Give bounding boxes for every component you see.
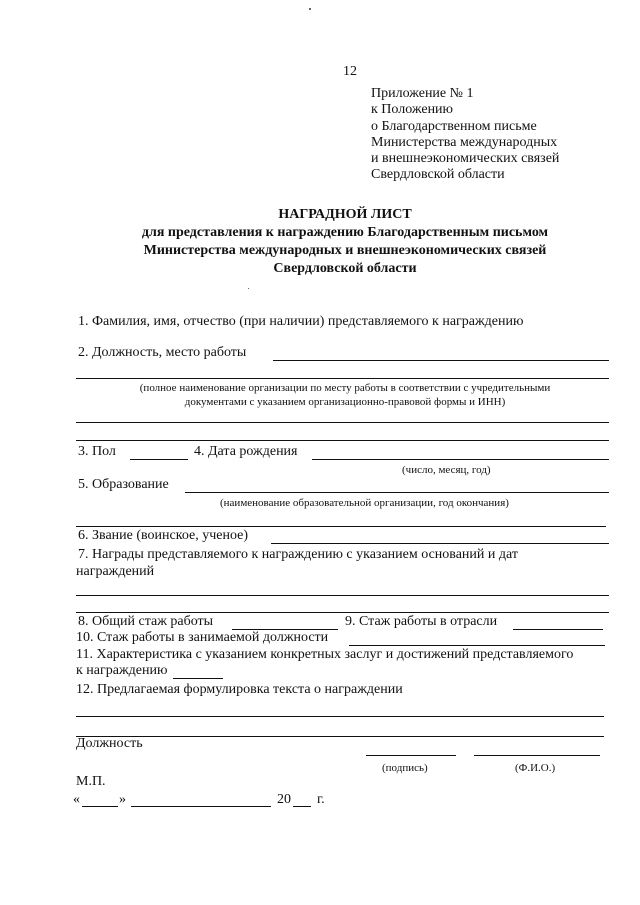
field-12-label: 12. Предлагаемая формулировка текста о награждении	[76, 682, 403, 697]
field-1-label: 1. Фамилия, имя, отчество (при наличии) представляемого к награждению	[78, 314, 524, 329]
field-2-hint-2: документами с указанием организационно-правовой формы и ИНН)	[184, 396, 506, 408]
gender-input-line[interactable]	[130, 459, 188, 460]
education-input-line-2[interactable]	[76, 526, 606, 527]
scan-dot	[309, 8, 311, 10]
education-input-line[interactable]	[185, 492, 609, 493]
field-8-label: 8. Общий стаж работы	[78, 614, 214, 629]
field-2-label: 2. Должность, место работы	[78, 345, 247, 360]
awards-input-line[interactable]	[76, 595, 609, 596]
position-experience-input-line[interactable]	[349, 645, 605, 646]
date-year-suffix: г.	[317, 792, 325, 807]
scan-dot	[248, 288, 249, 289]
date-month-input-line[interactable]	[131, 806, 271, 807]
form-title: НАГРАДНОЙ ЛИСТ	[278, 207, 412, 222]
workplace-input-line[interactable]	[76, 378, 609, 379]
characteristic-input-line[interactable]	[173, 678, 223, 679]
field-4-label: 4. Дата рождения	[194, 444, 298, 459]
wording-input-line-2[interactable]	[76, 736, 604, 737]
form-subtitle-2: Министерства международных и внешнеэкономических связей	[143, 243, 547, 258]
field-2-hint-1: (полное наименование организации по месту работы в соответствии с учредительными	[139, 382, 551, 394]
field-5-hint: (наименование образовательной организации, год окончания)	[220, 497, 509, 509]
appendix-line: Министерства международных	[371, 134, 558, 150]
title-rank-input-line[interactable]	[271, 543, 609, 544]
field-7-label-cont: награждений	[76, 564, 155, 579]
date-close-quote: »	[119, 792, 126, 807]
appendix-line: и внешнеэкономических связей	[371, 151, 560, 167]
industry-experience-input-line[interactable]	[513, 629, 603, 630]
appendix-line: о Благодарственном письме	[371, 118, 537, 134]
workplace-input-line-3[interactable]	[76, 440, 609, 441]
appendix-line: Приложение № 1	[371, 86, 474, 101]
field-10-label: 10. Стаж работы в занимаемой должности	[76, 630, 329, 645]
date-year-prefix: 20	[277, 792, 291, 807]
signer-position-label: Должность	[76, 736, 143, 751]
appendix-block	[371, 86, 559, 184]
field-5-label: 5. Образование	[78, 477, 169, 492]
awards-input-line-2[interactable]	[76, 612, 609, 613]
signature-input-line[interactable]	[366, 755, 456, 756]
form-subtitle-3: Свердловской области	[273, 261, 417, 276]
field-11-label-cont: к награждению	[76, 663, 168, 678]
appendix-line: Свердловской области	[371, 167, 505, 183]
stamp-label: М.П.	[76, 774, 106, 789]
field-9-label: 9. Стаж работы в отрасли	[345, 614, 498, 629]
field-7-label: 7. Награды представляемого к награждению с указанием оснований и дат	[78, 547, 518, 562]
field-4-hint: (число, месяц, год)	[402, 464, 491, 476]
birthdate-input-line[interactable]	[312, 459, 609, 460]
appendix-line: к Положению	[371, 102, 454, 118]
full-name-input-line[interactable]	[474, 755, 600, 756]
form-subtitle-1: для представления к награждению Благодарственным письмом	[141, 225, 549, 240]
field-11-label: 11. Характеристика с указанием конкретных заслуг и достижений представляемого	[76, 647, 574, 662]
field-3-label: 3. Пол	[78, 444, 116, 459]
signature-hint: (подпись)	[382, 762, 428, 774]
page-number: 12	[343, 64, 357, 79]
field-6-label: 6. Звание (воинское, ученое)	[78, 528, 248, 543]
position-input-line[interactable]	[273, 360, 609, 361]
full-name-hint: (Ф.И.О.)	[515, 762, 556, 774]
wording-input-line[interactable]	[76, 716, 604, 717]
workplace-input-line-2[interactable]	[76, 422, 609, 423]
date-day-input-line[interactable]	[82, 806, 118, 807]
date-open-quote: «	[73, 792, 80, 807]
date-year-input-line[interactable]	[293, 806, 311, 807]
